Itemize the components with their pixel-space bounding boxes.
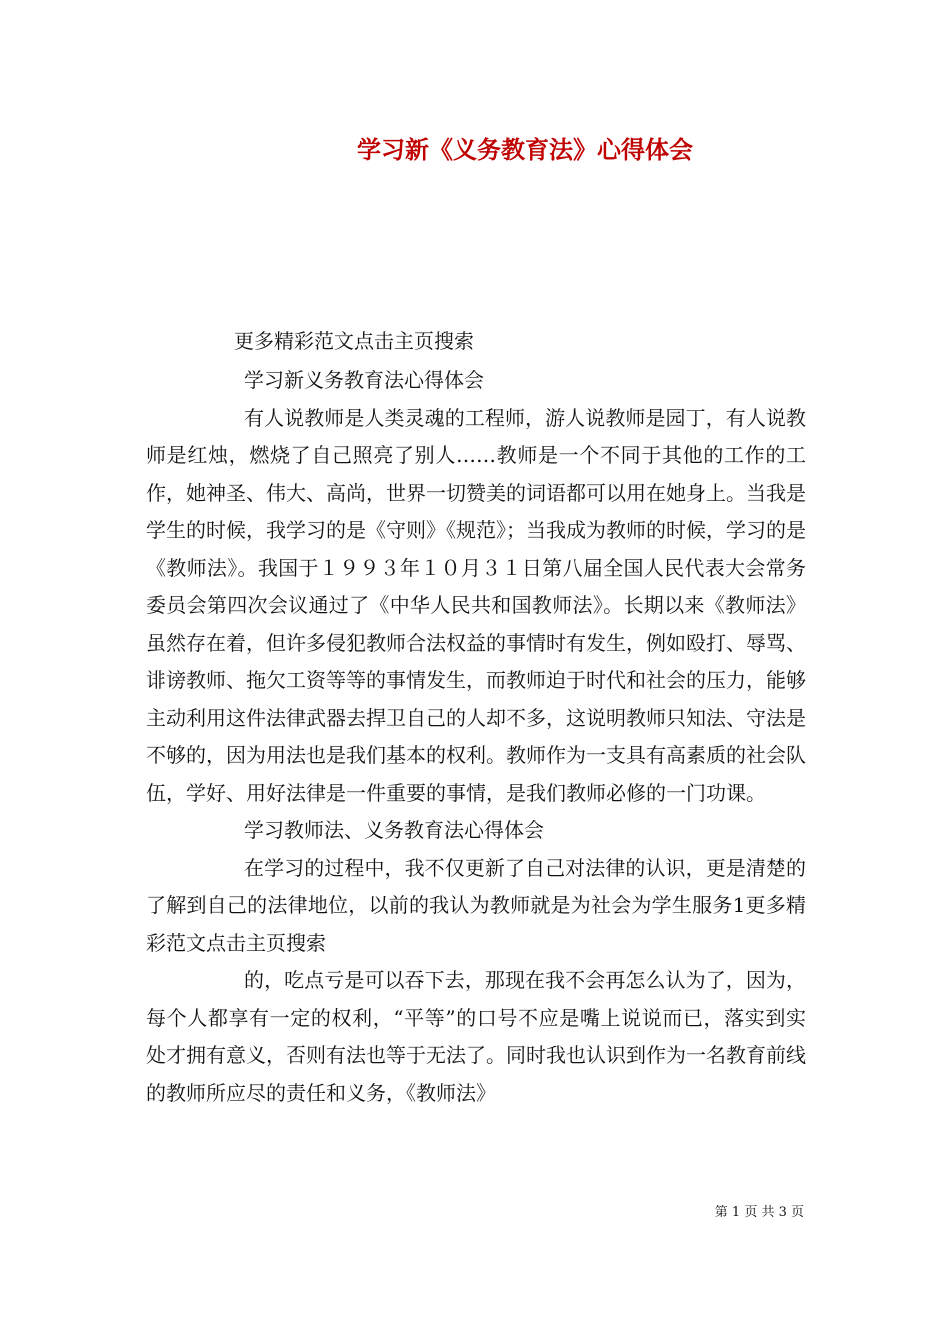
paragraph-3: 的，吃点亏是可以吞下去，那现在我不会再怎么认为了，因为，每个人都享有一定的权利，“平等”的口号不应是嘴上说说而已，落实到实处才拥有意义，否则有法也等于无法了。同时我也认识到作为一名教育前线的教师所应尽的责任和义务，《教师法》 xyxy=(146,968,806,1105)
document-title: 学习新《义务教育法》心得体会 xyxy=(357,135,693,164)
document-body xyxy=(146,362,806,1112)
section-heading: 学习教师法、义务教育法心得体会 xyxy=(244,818,544,842)
paragraph-1: 有人说教师是人类灵魂的工程师，游人说教师是园丁，有人说教师是红烛，燃烧了自己照亮了别人……教师是一个不同于其他的工作的工作，她神圣、伟大、高尚，世界一切赞美的词语都可以用在她身上。当我是学生的时候，我学习的是《守则》《规范》；当我成为教师的时候，学习的是《教师法》。我国于１９９３年１０月３１日第八届全国人民代表大会常务委员会第四次会议通过了《中华人民共和国教师法》。长期以来《教师法》虽然存在着，但许多侵犯教师合法权益的事情时有发生，例如殴打、辱骂、诽谤教师、拖欠工资等等的事情发生，而教师迫于时代和社会的压力，能够主动利用这件法律武器去捍卫自己的人却不多，这说明教师只知法、守法是不够的，因为用法也是我们基本的权利。教师作为一支具有高素质的社会队伍，学好、用好法律是一件重要的事情，是我们教师必修的一门功课。 xyxy=(146,405,806,805)
paragraph-2: 在学习的过程中，我不仅更新了自己对法律的认识，更是清楚的了解到自己的法律地位，以前的我认为教师就是为社会为学生服务1更多精彩范文点击主页搜索 xyxy=(146,855,806,955)
page-number: 第 1 页 共 3 页 xyxy=(714,1205,804,1220)
promo-line: 更多精彩范文点击主页搜索 xyxy=(234,329,474,353)
subtitle: 学习新义务教育法心得体会 xyxy=(244,368,484,392)
